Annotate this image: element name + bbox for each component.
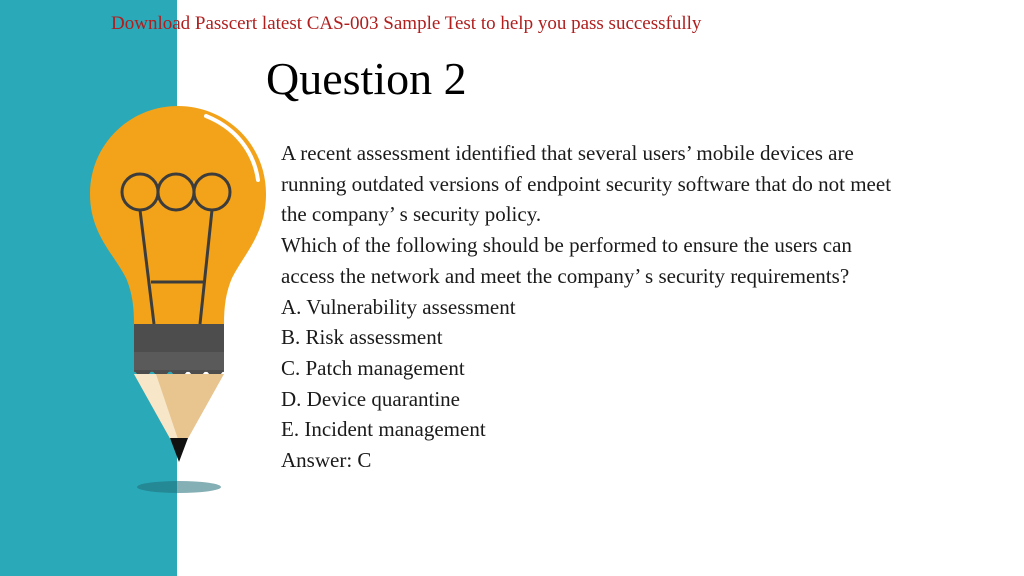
question-line: running outdated versions of endpoint security software that do not meet bbox=[281, 171, 892, 196]
question-title: Question 2 bbox=[266, 53, 467, 104]
question-line: the company’ s security policy. bbox=[281, 202, 542, 227]
option-e: E. Incident management bbox=[281, 417, 486, 442]
answer-text: Answer: C bbox=[281, 448, 372, 473]
option-a: A. Vulnerability assessment bbox=[281, 294, 516, 319]
option-b: B. Risk assessment bbox=[281, 325, 443, 350]
option-c: C. Patch management bbox=[281, 355, 465, 380]
option-d: D. Device quarantine bbox=[281, 386, 461, 411]
question-line: access the network and meet the company’ s security requirements? bbox=[281, 263, 850, 288]
question-line: Which of the following should be performed to ensure the users can bbox=[281, 233, 852, 258]
question-body bbox=[281, 138, 1016, 476]
lightbulb-pencil-icon bbox=[86, 102, 271, 497]
question-line: A recent assessment identified that several users’ mobile devices are bbox=[281, 141, 854, 165]
download-banner: Download Passcert latest CAS-003 Sample Test to help you pass successfully bbox=[111, 13, 702, 34]
